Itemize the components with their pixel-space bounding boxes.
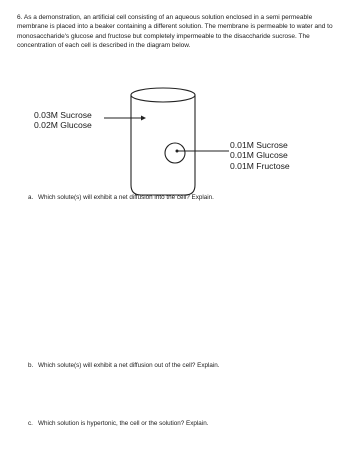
inside-glucose: 0.01M Glucose: [230, 150, 288, 161]
subquestion-c: [28, 420, 208, 428]
subquestion-c-letter: c.: [28, 420, 33, 427]
inside-fructose: 0.01M Fructose: [230, 160, 290, 171]
inside-sucrose: 0.01M Sucrose: [230, 140, 288, 150]
subquestion-a-letter: a.: [28, 194, 34, 201]
subquestion-a-text: Which solute(s) will exhibit a net diffusion into the cell? Explain.: [38, 194, 214, 201]
inside-solution-label: [230, 140, 290, 171]
subquestion-a: [28, 194, 214, 202]
question-intro: 6. As a demonstration, an artificial cell consisting of an aqueous solution enclosed in a semi permeable membrane is placed into a beaker containing a different solution. The membrane is permeable to water and to monosaccharide's glucose and fructose but completely impermeable to the disaccharide sucrose. The concentration of each cell is described in the diagram below.: [17, 14, 333, 49]
inside-pointer-dot: [176, 150, 179, 153]
beaker-rim: [131, 88, 195, 102]
subquestion-b: [28, 362, 220, 370]
outside-sucrose: 0.03M Sucrose: [34, 110, 92, 120]
outside-glucose: 0.02M Glucose: [34, 120, 92, 131]
subquestion-b-text: Which solute(s) will exhibit a net diffusion out of the cell? Explain.: [38, 362, 220, 369]
subquestion-b-letter: b.: [28, 362, 34, 369]
beaker-outline: [131, 95, 195, 195]
artificial-cell: [165, 143, 185, 163]
outside-arrow-head: [141, 116, 146, 121]
subquestion-c-text: Which solution is hypertonic, the cell or the solution? Explain.: [38, 420, 209, 427]
outside-solution-label: [34, 110, 92, 131]
